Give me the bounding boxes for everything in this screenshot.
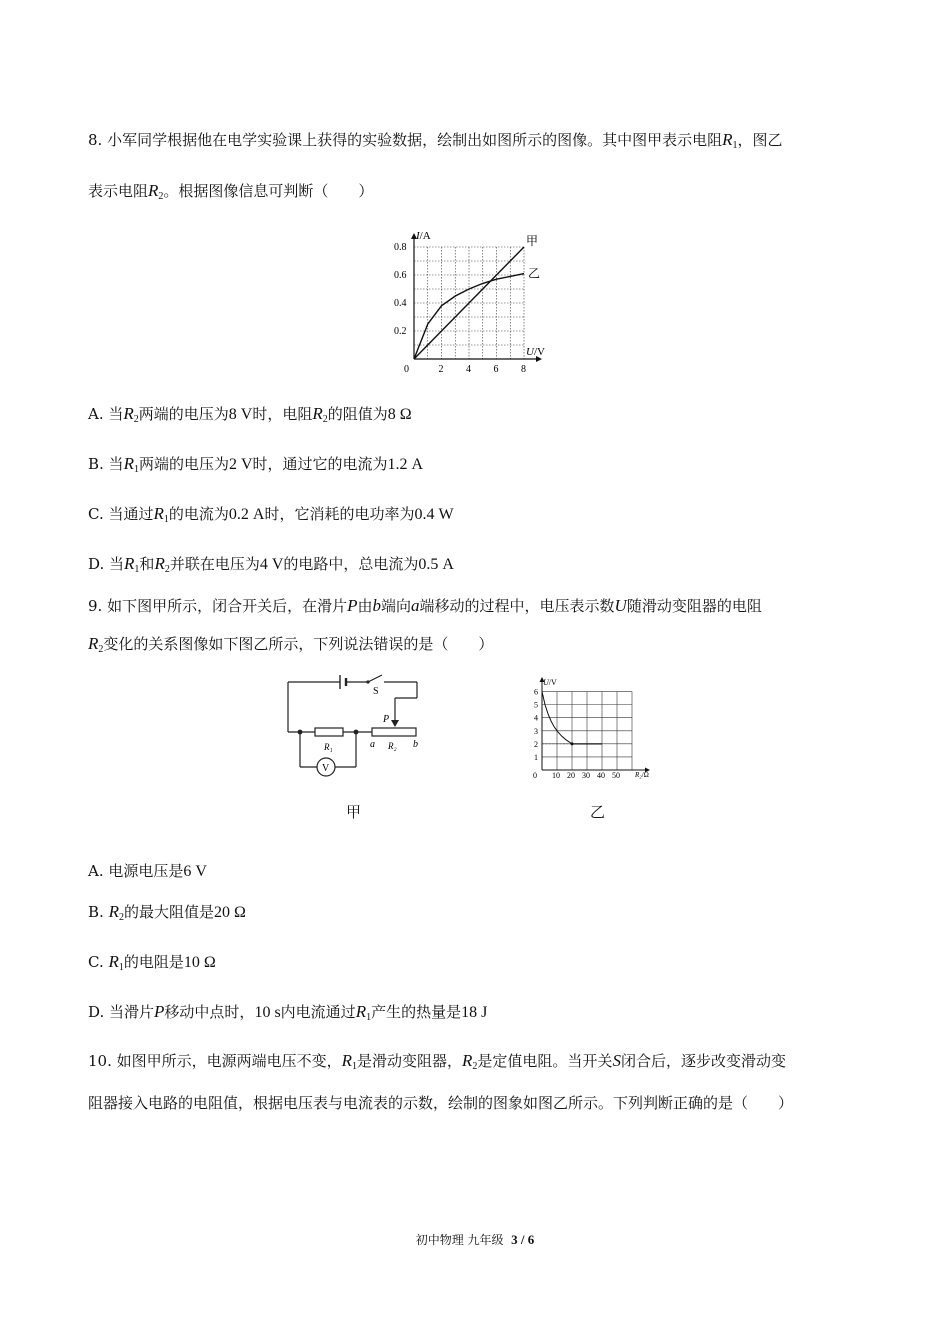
x-tick-label: 50	[612, 771, 620, 780]
y-tick-label: 2	[534, 739, 538, 749]
q9-option-c: C. $R_1$的电阻是10 Ω	[88, 952, 216, 973]
q8-text-1a: 8. 小军同学根据他在电学实验课上获得的实验数据，绘制出如图所示的图像。其中图甲表示电阻	[88, 131, 723, 149]
q8-text-1b: ，图乙	[737, 131, 783, 149]
y-tick-label: 0.4	[394, 298, 407, 309]
iu-graph	[378, 225, 558, 375]
y-tick-label: 4	[534, 713, 538, 723]
slider-label: P	[383, 714, 390, 725]
page-number: 3 / 6	[511, 1232, 535, 1247]
y-tick-label: 0.8	[394, 242, 407, 253]
x-tick-label: 2	[438, 364, 444, 375]
a-label: a	[370, 739, 375, 750]
y-tick-label: 0.2	[394, 326, 407, 337]
q8-option-b: B. 当$R_1$两端的电压为2 V时，通过它的电流为1.2 A	[88, 454, 424, 475]
q8-r2-symbol: $R_2$	[148, 181, 164, 202]
voltmeter-label: V	[322, 763, 330, 774]
figure-caption-yi: 乙	[590, 803, 606, 821]
q8-option-d: D. 当$R_1$和$R_2$并联在电压为4 V的电路中，总电流为0.5 A	[88, 554, 454, 575]
q8-line1	[88, 130, 783, 156]
q9-option-d: D. 当滑片P移动中点时，10 s内电流通过$R_1$产生的热量是18 J	[88, 1002, 488, 1023]
x-axis-label-2: R₂/Ω	[635, 771, 649, 779]
circuit-diagram	[280, 670, 430, 780]
y-tick-label: 0.6	[394, 270, 407, 281]
q8-text-2a: 表示电阻	[88, 182, 149, 200]
y-axis-label-2: U/V	[543, 678, 557, 687]
series-label: 乙	[528, 266, 541, 281]
figure-caption-jia: 甲	[346, 803, 362, 821]
y-tick-label: 3	[534, 726, 538, 736]
x-tick-label: 8	[521, 364, 526, 375]
r2-label: R₂	[388, 741, 397, 751]
q9-option-b: B. $R_2$的最大阻值是20 Ω	[88, 902, 246, 923]
y-tick-label: 1	[534, 752, 538, 762]
y-tick-label: 6	[534, 687, 538, 697]
b-label: b	[413, 739, 418, 750]
q9-r2-symbol: $R_2$	[88, 634, 104, 655]
footer-text: 初中物理 九年级	[415, 1233, 504, 1247]
x-tick-label: 40	[597, 771, 605, 780]
q8-option-a: A. 当$R_2$两端的电压为8 V时，电阻$R_2$的阻值为8 Ω	[88, 404, 412, 425]
x-axis-label: U/V	[526, 346, 545, 358]
page-footer	[0, 1231, 950, 1248]
ur-graph	[528, 674, 660, 786]
y-axis-label: I/A	[416, 230, 431, 242]
x-tick-label: 4	[466, 364, 471, 375]
r1-label: R₁	[324, 742, 333, 752]
q10-line2: 阻器接入电路的电阻值，根据电压表与电流表的示数，绘制的图象如图乙所示。下列判断正确的是（ ）	[88, 1094, 794, 1112]
q10-line1: 10. 如图甲所示，电源两端电压不变，$R_1$是滑动变阻器，$R_2$是定值电阻。当开关S闭合后，逐步改变滑动变	[88, 1051, 786, 1072]
q8-line2	[88, 181, 373, 207]
q9-line1: 9. 如下图甲所示，闭合开关后，在滑片P由b端向a端移动的过程中，电压表示数U随滑动变阻器的电阻	[88, 596, 762, 615]
q9-option-a: A. 电源电压是6 V	[88, 862, 207, 880]
q9-line2: $R_2$变化的关系图像如下图乙所示，下列说法错误的是（ ）	[88, 634, 494, 655]
x-tick-label: 20	[567, 771, 575, 780]
q8-text-2b: 。根据图像信息可判断（ ）	[163, 182, 374, 200]
series-label: 甲	[526, 234, 539, 248]
y-tick-label: 5	[534, 700, 538, 710]
x-tick-label: 30	[582, 771, 590, 780]
x-tick-label: 10	[552, 771, 560, 780]
x-tick-label: 0	[404, 364, 409, 375]
x-tick-label: 0	[533, 771, 537, 780]
switch-label: S	[373, 686, 379, 697]
q8-option-c: C. 当通过$R_1$的电流为0.2 A时，它消耗的电功率为0.4 W	[88, 504, 454, 525]
x-tick-label: 6	[493, 364, 499, 375]
q8-r1-symbol: $R_1$	[722, 130, 738, 151]
